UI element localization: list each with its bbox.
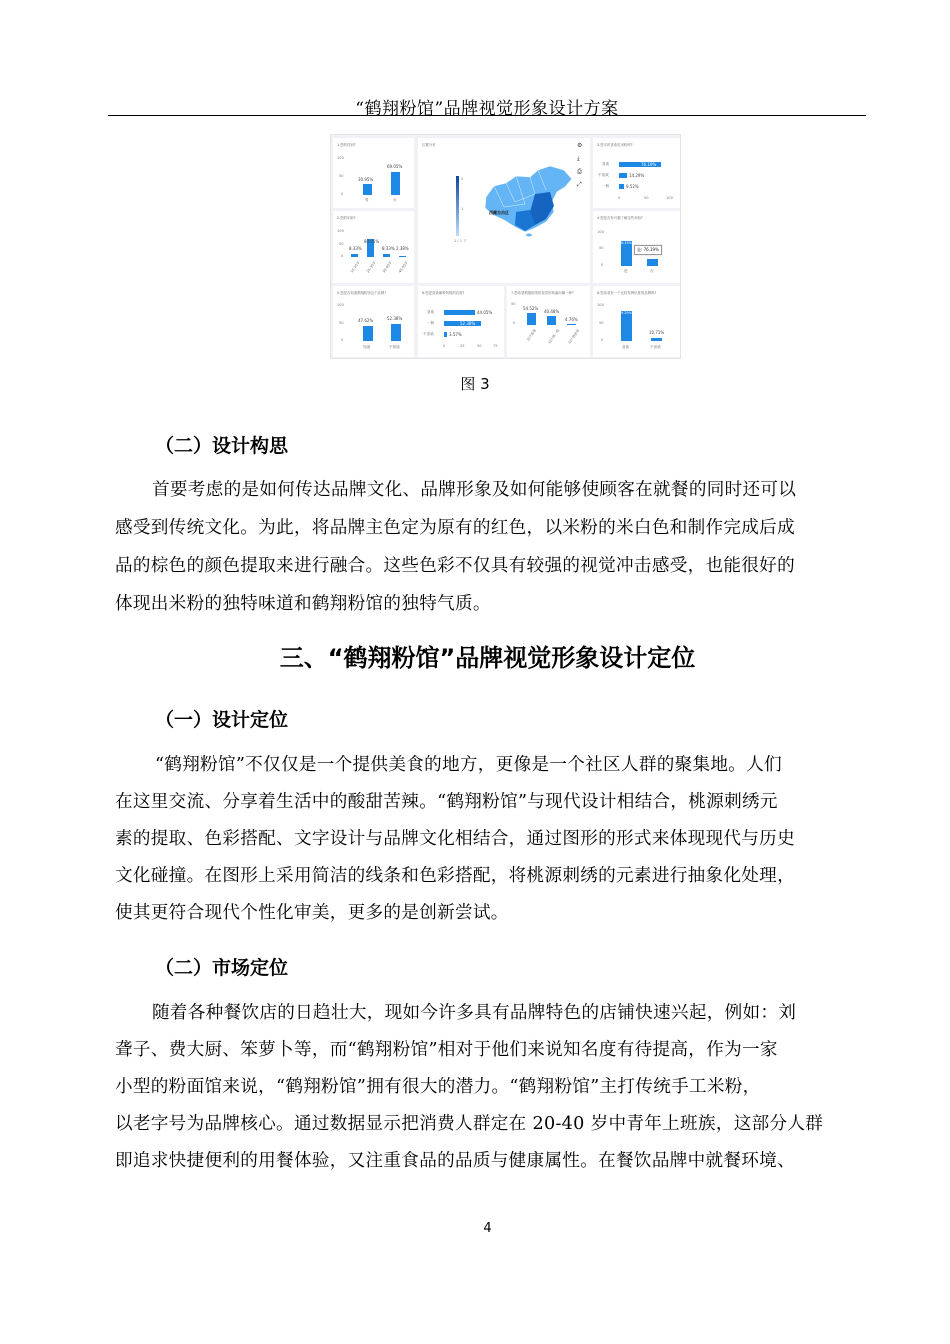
axis-tick: 50 [339,174,344,178]
category-label: 20-30岁 [365,260,377,274]
map-region-label: 西藏自治区 [489,210,509,215]
map-legend-bar [456,176,459,236]
value-label: 9.52% [626,184,639,189]
value-label: 8.33% [349,246,362,251]
value-label: 76.19% [619,241,632,245]
bar-normal-design [547,316,556,325]
category-label: 30-40岁 [381,260,393,274]
page-number: 4 [483,1221,492,1236]
chapter-heading: 三、“鹤翔粉馆”品牌视觉形象设计定位 [279,644,696,672]
value-label: 80.95% [364,239,380,244]
fullscreen-icon[interactable]: ⤢ [577,181,582,188]
text-line: 以老字号为品牌核心。通过数据显示把消费人群定在 20-40 岁中青年上班族，这部分人群 [115,1114,824,1134]
value-label: 52.38% [387,316,403,321]
category-label: 40-50岁 [397,260,409,274]
panel-interest [593,211,680,283]
bar-no [647,259,658,266]
axis-tick: 50 [644,196,649,200]
category-label: 不知道 [389,345,400,349]
category-label: 设计感一般 [547,328,561,345]
category-label: 女 [393,198,397,202]
heading-design-positioning: （一）设计定位 [155,709,289,731]
bar-age-40-50 [399,256,406,257]
text-line: 小型的粉面馆来说，“鹤翔粉馆”拥有很大的潜力。“鹤翔粉馆”主打传统手工米粉， [115,1077,761,1097]
value-label: 8.33% [382,246,395,251]
legend-tick: 2 [461,177,464,181]
bar-like-style [444,310,475,315]
bar-not-know [391,324,401,341]
axis-tick: 0 [601,338,604,342]
heading-design-concept: （二）设计构思 [155,435,289,457]
settings-icon[interactable]: ⚙ [577,142,583,149]
axis-tick: 75 [493,344,498,348]
panel-age [333,211,414,283]
bar-age-30-40 [383,254,390,257]
category-label: 不喜欢 [423,332,434,336]
value-label: 89.29% [619,311,632,315]
category-label: 知道 [363,345,371,349]
value-label: 44.05% [477,310,493,315]
bar-male [363,184,372,195]
panel-gender [333,138,414,208]
text-line: 感受到传统文化。为此，将品牌主色定为原有的红色，以米粉的米白色和制作完成后成 [115,518,795,538]
axis-tick: 0 [341,254,344,258]
bar-weak-design [567,324,576,325]
category-label: 10-20岁 [349,260,361,274]
bar-dislike-style [444,332,447,337]
text-line: 在这里交流、分享着生活中的酸甜苦辣。“鹤翔粉馆”与现代设计相结合，桃源刺绣元 [115,792,778,812]
panel-map [418,138,590,283]
bar-age-10-20 [351,254,358,257]
panel-style [418,286,504,357]
panel-title: 4.您是否有兴趣了解这些米粉? [597,216,643,220]
text-line: “鹤翔粉馆”不仅仅是一个提供美食的地方，更像是一个社区人群的聚集地。人们 [155,755,782,775]
axis-tick: 100 [337,303,344,307]
axis-tick: 50 [599,246,604,250]
axis-tick: 100 [337,229,344,233]
category-label: 男 [365,198,369,202]
bar-neutral [619,184,624,189]
legend-tick: 1 [461,207,464,211]
text-line: 首要考虑的是如何传达品牌文化、品牌形象及如何能够使顾客在就餐的同时还可以 [152,480,797,500]
china-map [480,162,575,237]
category-label: 一般 [427,321,435,325]
panel-title: 2.您的年龄? [337,216,356,220]
axis-tick: 50 [477,344,482,348]
bar-strong-design [527,313,536,325]
category-label: 是 [624,269,628,273]
category-label: 喜欢 [427,310,435,314]
axis-tick: 50 [339,321,344,325]
value-label: 40.48% [544,309,560,314]
value-label: 54.52% [523,306,539,311]
value-label: 14.29% [629,173,645,178]
panel-design [507,286,590,357]
value-label: 3.57% [449,332,462,337]
text-line: 使其更符合现代个性化审美，更多的是创新尝试。 [115,903,509,923]
value-label: 10.71% [649,330,665,335]
value-label: 52.38% [460,321,476,326]
category-label: 一般 [602,184,610,188]
text-line: 即追求快捷便利的用餐体验，又注重食品的品质与健康属性。在餐饮品牌中就餐环境、 [115,1151,795,1171]
axis-tick: 0 [513,321,516,325]
bar-like-identity [621,311,632,341]
map-pager[interactable]: 1 / 1 下 [454,239,467,243]
heading-market-positioning: （二）市场定位 [155,957,289,979]
value-label: 76.19% [641,162,657,167]
category-label: 不喜欢 [650,345,661,349]
value-label: 69.05% [387,164,403,169]
panel-brand [333,286,414,357]
download-icon[interactable]: ⤓ [577,155,580,162]
value-label: 30.95% [358,177,374,182]
panel-title: 3.您平时喜欢吃米粉吗? [597,143,633,147]
category-label: 设计感很弱 [567,328,581,345]
bar-dislike [619,173,627,178]
axis-tick: 0 [341,338,344,342]
category-label: 不喜欢 [598,173,609,177]
panel-title: 8.您喜欢有一个比较有辨识度的品牌吗? [597,291,657,295]
chart-tooltip: 是: 76.19% [634,245,662,255]
panel-title: 7.您希望鹤翔粉馆的视觉形象偏向哪一种? [511,291,574,295]
survey-dashboard-figure [330,134,681,359]
axis-tick: 100 [597,230,604,234]
axis-tick: 0 [341,192,344,196]
header-rule [108,115,866,116]
axis-tick: 100 [597,303,604,307]
hainan-island [526,234,532,237]
panel-title: 位置分布 [422,143,436,147]
text-line: 文化碰撞。在图形上采用简洁的线条和色彩搭配，将桃源刺绣的元素进行抽象化处理， [115,866,795,886]
text-line: 随着各种餐饮店的日趋壮大，现如今许多具有品牌特色的店铺快速兴起，例如：刘 [152,1003,797,1023]
value-label: 2.38% [396,246,409,251]
bar-dislike-identity [651,338,662,341]
value-label: 4.76% [565,317,578,322]
text-line: 体现出米粉的独特味道和鹤翔粉馆的独特气质。 [115,594,491,614]
text-line: 聋子、费大厨、笨萝卜等，而“鹤翔粉馆”相对于他们来说知名度有待提高，作为一家 [115,1040,778,1060]
bar-know [363,326,373,341]
value-label: 47.62% [358,318,374,323]
axis-tick: 100 [337,156,344,160]
print-icon[interactable]: ⎙ [577,168,582,175]
figure-caption: 图 3 [460,375,490,393]
bar-female [391,172,400,195]
panel-title: 6.您更喜欢哪种风格的店面? [422,291,465,295]
axis-tick: 25 [460,344,465,348]
category-label: 否 [650,269,654,273]
text-line: 素的提取、色彩搭配、文字设计与品牌文化相结合，通过图形的形式来体现现代与历史 [115,829,795,849]
axis-tick: 0 [618,196,621,200]
axis-tick: 50 [599,321,604,325]
text-line: 品的棕色的颜色提取来进行融合。这些色彩不仅具有较强的视觉冲击感受，也能很好的 [115,556,795,576]
panel-taste [593,138,680,208]
panel-title: 1.您的性别? [337,143,356,147]
axis-tick: 0 [443,344,446,348]
panel-title: 5.您是否知道鹤翔粉馆这个品牌? [337,291,387,295]
panel-identity [593,286,680,357]
axis-tick: 50 [339,242,344,246]
axis-tick: 50 [511,302,516,306]
category-label: 喜欢 [622,345,630,349]
running-header: “鹤翔粉馆”品牌视觉形象设计方案 [355,99,619,119]
category-label: 设计感强 [525,328,538,342]
axis-tick: 0 [601,263,604,267]
axis-tick: 100 [666,196,673,200]
category-label: 喜欢 [602,162,610,166]
